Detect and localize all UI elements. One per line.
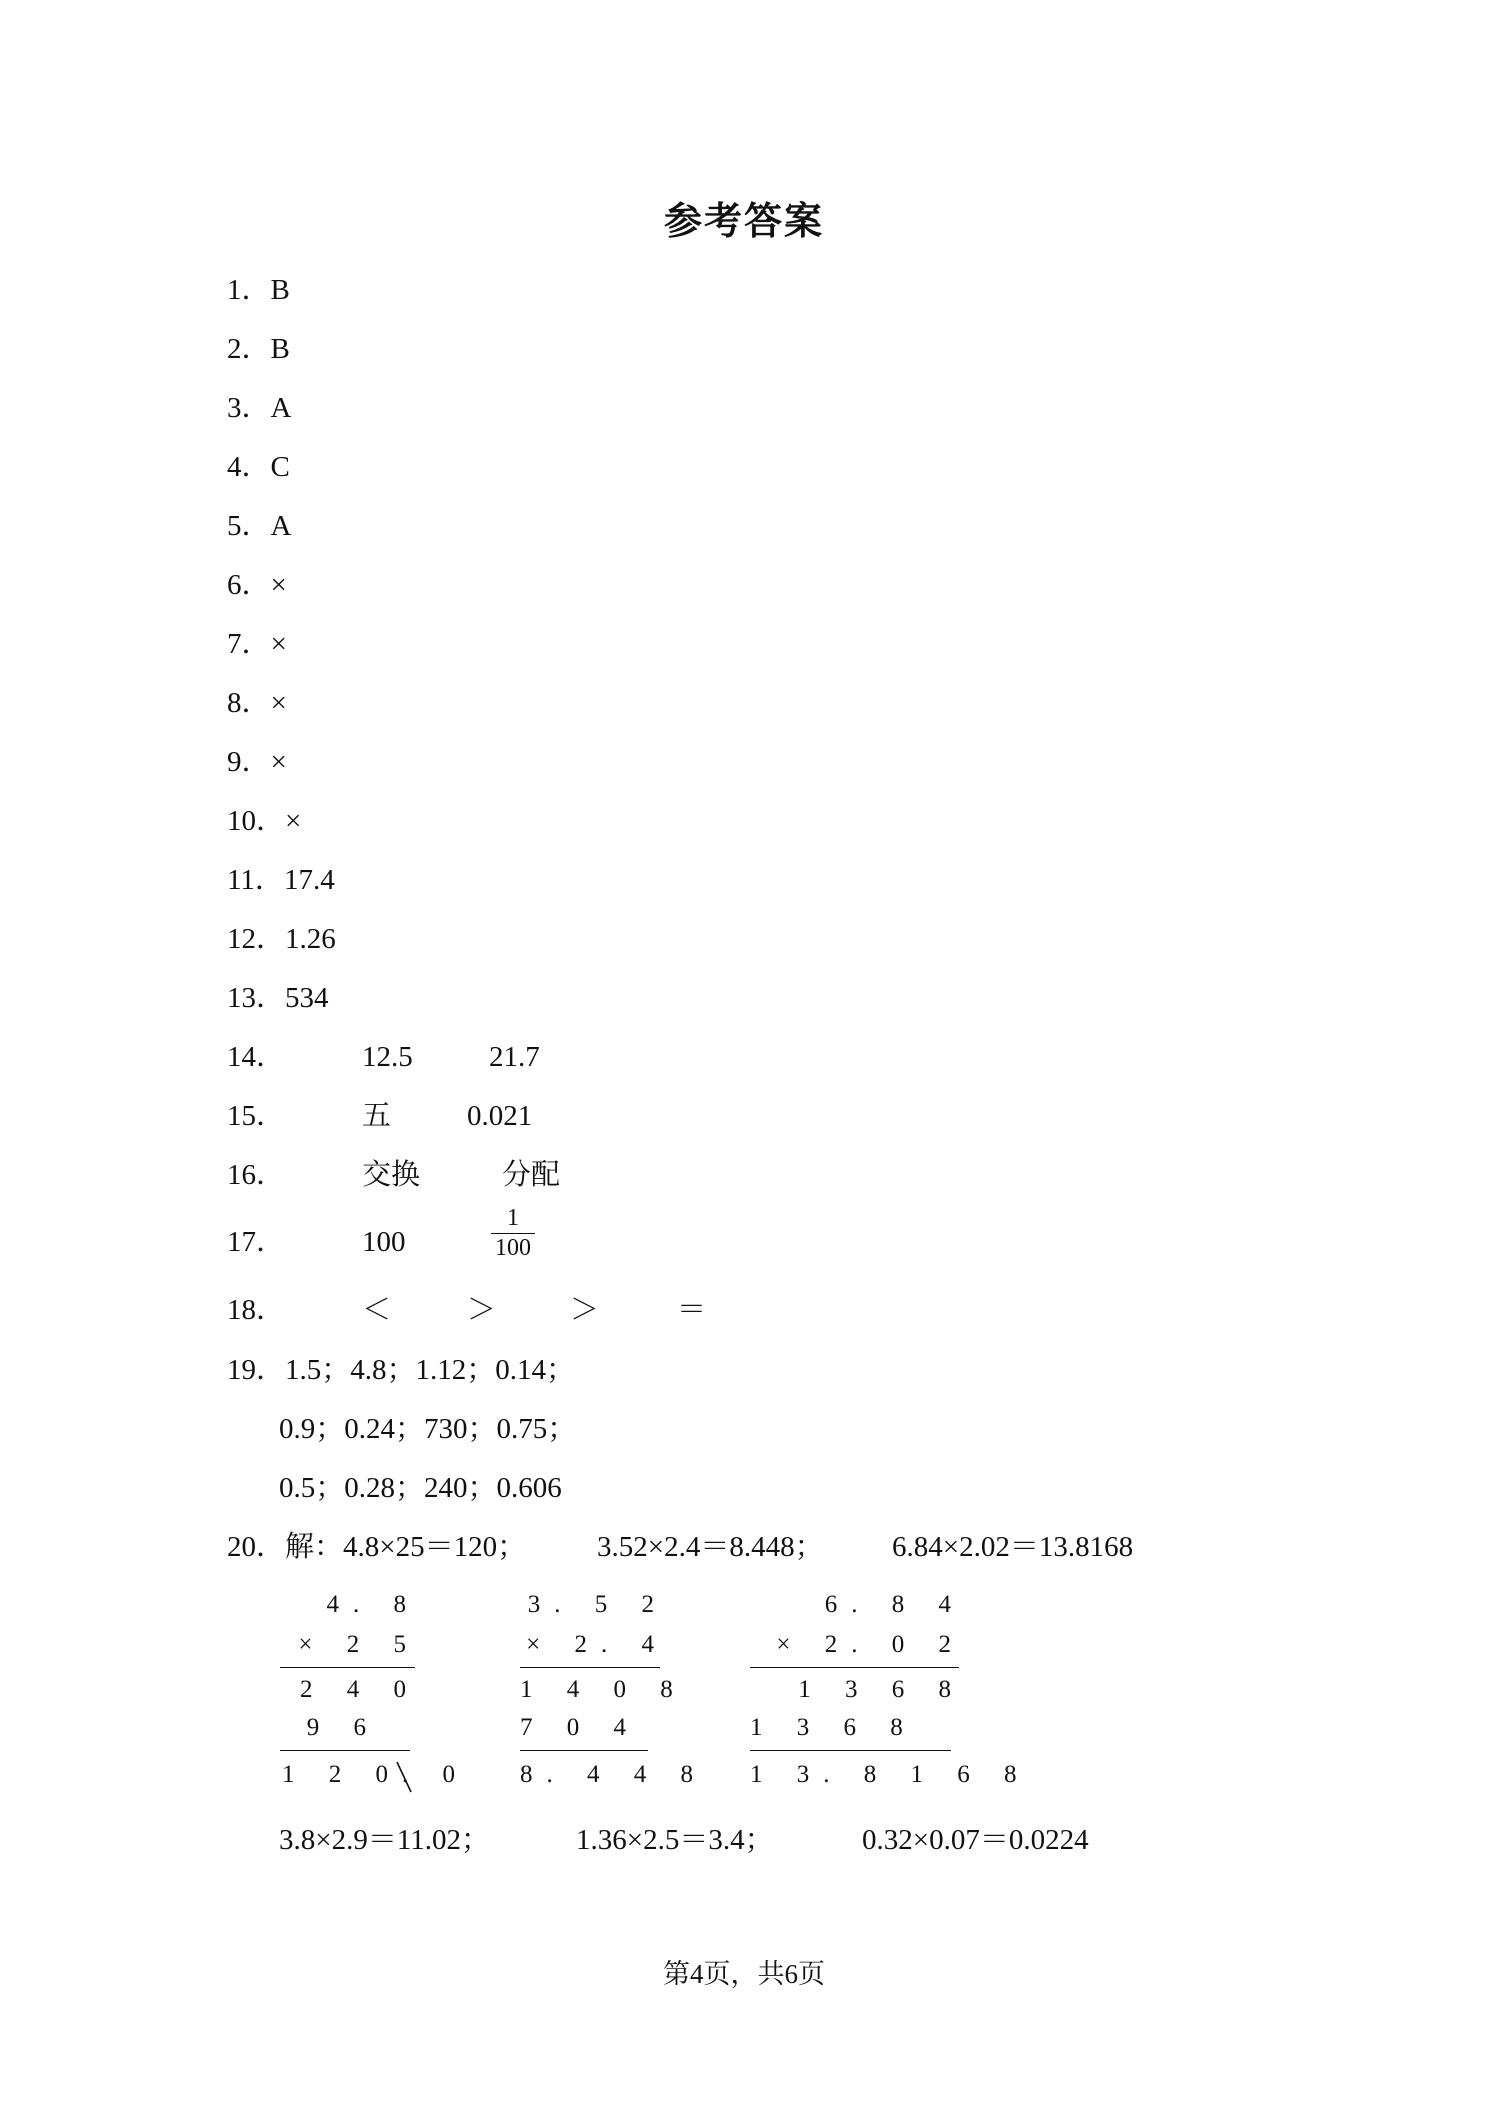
calc-rule-1: [520, 1667, 660, 1668]
answer-number: 4．: [227, 451, 271, 483]
vertical-calculation-3: [750, 1590, 1031, 1790]
equation-2: 3.52×2.4＝8.448；: [597, 1531, 824, 1563]
answer-number: 3．: [227, 392, 271, 424]
answer-number: 6．: [227, 569, 271, 601]
calc-line-4: 1 3 6 8: [750, 1714, 917, 1741]
equation-6: 0.32×0.07＝0.0224: [862, 1824, 1089, 1856]
equation-4: 3.8×2.9＝11.02；: [279, 1824, 491, 1856]
answer-text: B: [270, 333, 290, 365]
answer-blank-1: ＜: [362, 1294, 392, 1326]
answer-text: ×: [270, 569, 287, 601]
answer-blank-2: 分配: [502, 1159, 561, 1191]
calc-line-4: 9 6: [306, 1714, 380, 1741]
answer-row-15: [227, 1096, 533, 1136]
answer-row: [227, 388, 291, 428]
answer-number: 15．: [227, 1100, 286, 1132]
strike-mark-icon: [394, 1758, 414, 1794]
answer-row: [227, 624, 287, 664]
page-footer: 第4页，共6页: [663, 1959, 825, 1989]
answer-blank-1: 100: [362, 1226, 406, 1258]
answer-row-14: [227, 1037, 540, 1077]
answer-blank-3: ＞: [570, 1294, 600, 1326]
answer-text: B: [270, 274, 290, 306]
answer-blank-1: 交换: [362, 1159, 421, 1191]
answer-line-3: 0.5；0.28；240；0.606: [279, 1472, 562, 1504]
vertical-calculation-2: [520, 1590, 707, 1790]
answer-text: ×: [270, 687, 287, 719]
calc-line-5: 1 3. 8 1 6 8: [750, 1761, 1031, 1788]
answer-line-1: 1.5；4.8；1.12；0.14；: [285, 1354, 576, 1386]
answer-row: [227, 447, 290, 487]
answer-number: 1．: [227, 274, 271, 306]
answer-number: 10．: [227, 805, 286, 837]
calc-line-3: 2 4 0: [300, 1676, 420, 1703]
answer-blank-2: 0.021: [467, 1100, 533, 1132]
answer-text: ×: [270, 628, 287, 660]
answer-blank-4: ＝: [677, 1294, 707, 1326]
calc-rule-2: [520, 1750, 648, 1751]
answer-number: 8．: [227, 687, 271, 719]
calc-rule-2: [280, 1750, 410, 1751]
calc-rule-1: [750, 1667, 959, 1668]
answer-number: 9．: [227, 746, 271, 778]
answer-text: 17.4: [283, 864, 335, 896]
answer-row-20: [227, 1527, 1134, 1567]
calc-rule-1: [280, 1667, 415, 1668]
answer-number: 19．: [227, 1354, 286, 1386]
answer-number: 11．: [227, 864, 284, 896]
answer-row: [227, 742, 287, 782]
answer-blank-1: 五: [362, 1100, 392, 1132]
answer-row: [227, 506, 291, 546]
calc-line-3: 1 4 0 8: [520, 1676, 687, 1703]
answer-row: [227, 860, 335, 900]
answer-number: 13．: [227, 982, 286, 1014]
answer-text: ×: [270, 746, 287, 778]
calc-line-1: 6. 8 4: [824, 1591, 965, 1618]
equation-3: 6.84×2.02＝13.8168: [892, 1531, 1134, 1563]
answer-number: 7．: [227, 628, 271, 660]
answer-number: 14．: [227, 1041, 286, 1073]
calc-line-1: 4. 8: [326, 1591, 420, 1618]
answer-row: [227, 270, 290, 310]
fraction-numerator: 1: [507, 1205, 519, 1231]
answer-row: [227, 801, 301, 841]
answer-blank-2: 21.7: [489, 1041, 540, 1073]
calc-line-3: 1 3 6 8: [798, 1676, 965, 1703]
answer-row: [227, 565, 287, 605]
answer-text: A: [270, 392, 292, 424]
vertical-calculation-1: [270, 1590, 469, 1790]
answer-text: ×: [285, 805, 302, 837]
answer-number: 17．: [227, 1226, 286, 1258]
answer-text: C: [270, 451, 290, 483]
calc-line-2: × 2. 0 2: [776, 1631, 965, 1658]
answer-row: [227, 683, 287, 723]
equation-1: 解：4.8×25＝120；: [285, 1531, 527, 1563]
answer-line-2: 0.9；0.24；730；0.75；: [279, 1413, 577, 1445]
answer-row: [227, 329, 290, 369]
answer-number: 2．: [227, 333, 271, 365]
answer-blank-2: ＞: [467, 1294, 497, 1326]
answer-number: 5．: [227, 510, 271, 542]
page-title: 参考答案: [663, 199, 824, 243]
answer-row-17: [227, 1222, 406, 1262]
answer-row: [227, 978, 329, 1018]
answer-row-19: [227, 1350, 575, 1390]
answer-number: 18．: [227, 1294, 286, 1326]
answer-number: 20．: [227, 1531, 286, 1563]
calc-line-1: 3. 5 2: [527, 1591, 668, 1618]
fraction-one-hundredth: [488, 1205, 538, 1262]
answer-blank-1: 12.5: [362, 1041, 413, 1073]
calc-line-2: × 2 5: [298, 1631, 420, 1658]
answer-number: 12．: [227, 923, 286, 955]
answer-row-18: [227, 1290, 707, 1330]
answer-row-16: [227, 1155, 561, 1195]
fraction-denominator: 100: [495, 1235, 531, 1261]
calc-line-4: 7 0 4: [520, 1714, 640, 1741]
answer-row: [227, 919, 336, 959]
calc-line-2: × 2. 4: [526, 1631, 668, 1658]
calc-line-5: 8. 4 4 8: [520, 1761, 707, 1788]
calc-line-5: 1 2 0. 0: [282, 1761, 469, 1788]
equation-5: 1.36×2.5＝3.4；: [576, 1824, 774, 1856]
answer-text: A: [270, 510, 292, 542]
answer-number: 16．: [227, 1159, 286, 1191]
answer-text: 534: [285, 982, 329, 1014]
answer-text: 1.26: [285, 923, 336, 955]
calc-rule-2: [750, 1750, 951, 1751]
